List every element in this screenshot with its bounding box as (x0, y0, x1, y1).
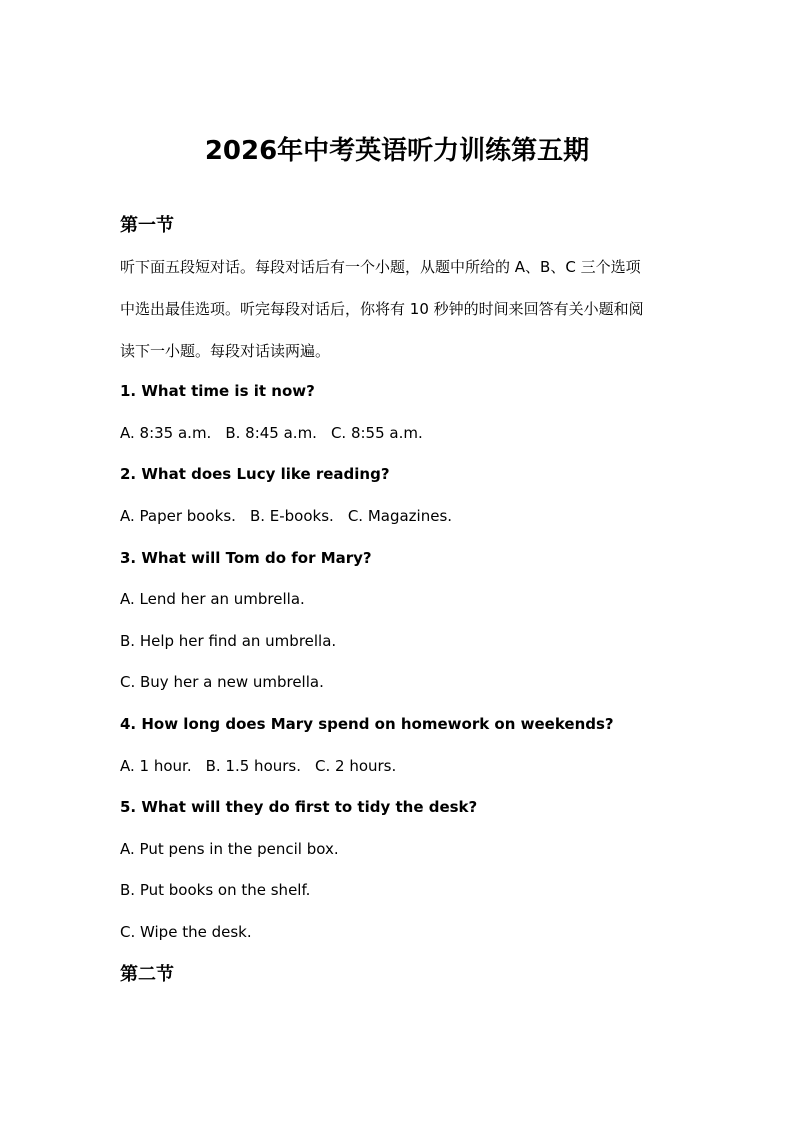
question-5-option-b: B. Put books on the shelf. (120, 881, 311, 899)
instruction-line-3: 读下一小题。每段对话读两遍。 (120, 342, 331, 360)
question-3-option-a: A. Lend her an umbrella. (120, 590, 305, 608)
question-5-option-c: C. Wipe the desk. (120, 923, 252, 941)
page-title: 2026年中考英语听力训练第五期 (204, 136, 590, 166)
question-1: 1. What time is it now? (120, 382, 315, 400)
question-5-option-a: A. Put pens in the pencil box. (120, 840, 339, 858)
option-b: B. 8:45 a.m. (225, 424, 317, 442)
instruction-line-1: 听下面五段短对话。每段对话后有一个小题，从题中所给的 A、B、C 三个选项 (120, 258, 641, 276)
section-2-heading: 第二节 (120, 964, 174, 985)
question-4: 4. How long does Mary spend on homework on weekends? (120, 715, 614, 733)
question-5: 5. What will they do first to tidy the desk? (120, 798, 478, 816)
question-2: 2. What does Lucy like reading? (120, 465, 390, 483)
instruction-line-2: 中选出最佳选项。听完每段对话后，你将有 10 秒钟的时间来回答有关小题和阅 (120, 300, 644, 318)
option-b: B. 1.5 hours. (205, 757, 301, 775)
question-1-options (120, 422, 423, 444)
option-c: C. 8:55 a.m. (330, 424, 423, 442)
question-3-option-b: B. Help her find an umbrella. (120, 632, 337, 650)
option-b: B. E-books. (249, 507, 334, 525)
question-2-options (120, 505, 452, 527)
option-c: C. 2 hours. (315, 757, 397, 775)
question-3: 3. What will Tom do for Mary? (120, 549, 372, 567)
question-3-option-c: C. Buy her a new umbrella. (120, 673, 324, 691)
option-c: C. Magazines. (347, 507, 453, 525)
section-1-heading: 第一节 (120, 215, 174, 236)
question-4-options (120, 755, 396, 777)
option-a: A. 1 hour. (120, 757, 192, 775)
option-a: A. Paper books. (120, 507, 236, 525)
option-a: A. 8:35 a.m. (120, 424, 212, 442)
